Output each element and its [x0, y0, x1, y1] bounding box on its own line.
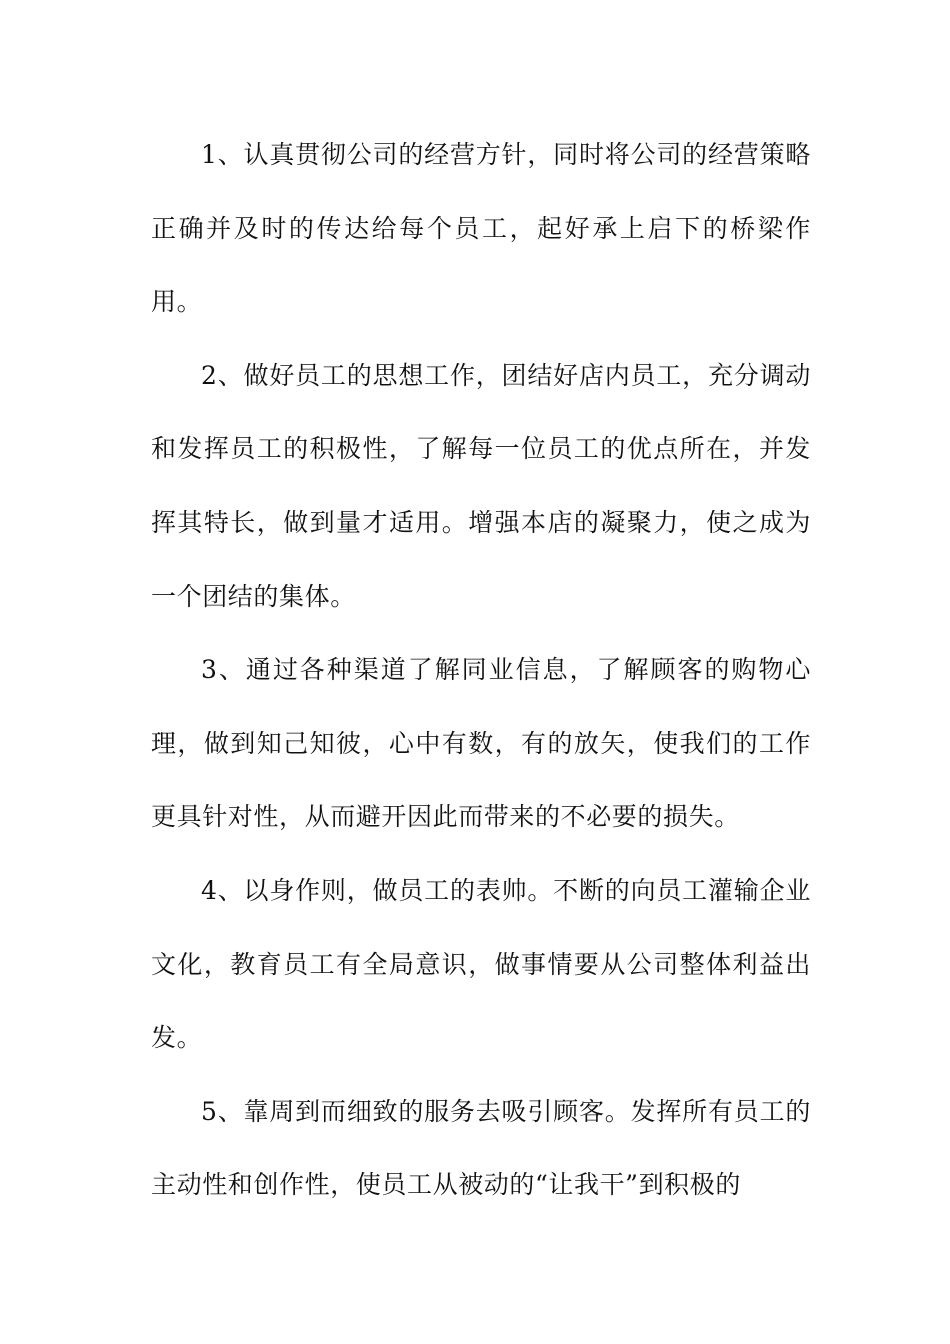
document-body: [151, 118, 811, 1222]
paragraph-2: 2、做好员工的思想工作，团结好店内员工，充分调动和发挥员工的积极性，了解每一位员工的优点所在，并发挥其特长，做到量才适用。增强本店的凝聚力，使之成为一个团结的集体。: [151, 360, 811, 611]
paragraph-5: 5、靠周到而细致的服务去吸引顾客。发挥所有员工的主动性和创作性，使员工从被动的“让我干”到积极的: [151, 1096, 811, 1200]
paragraph-3: 3、通过各种渠道了解同业信息，了解顾客的购物心理，做到知己知彼，心中有数，有的放矢，使我们的工作更具针对性，从而避开因此而带来的不必要的损失。: [151, 655, 811, 832]
paragraph-1: 1、认真贯彻公司的经营方针，同时将公司的经营策略正确并及时的传达给每个员工，起好承上启下的桥梁作用。: [151, 140, 811, 317]
paragraph-4: 4、以身作则，做员工的表帅。不断的向员工灌输企业文化，教育员工有全局意识，做事情要从公司整体利益出发。: [151, 875, 811, 1053]
